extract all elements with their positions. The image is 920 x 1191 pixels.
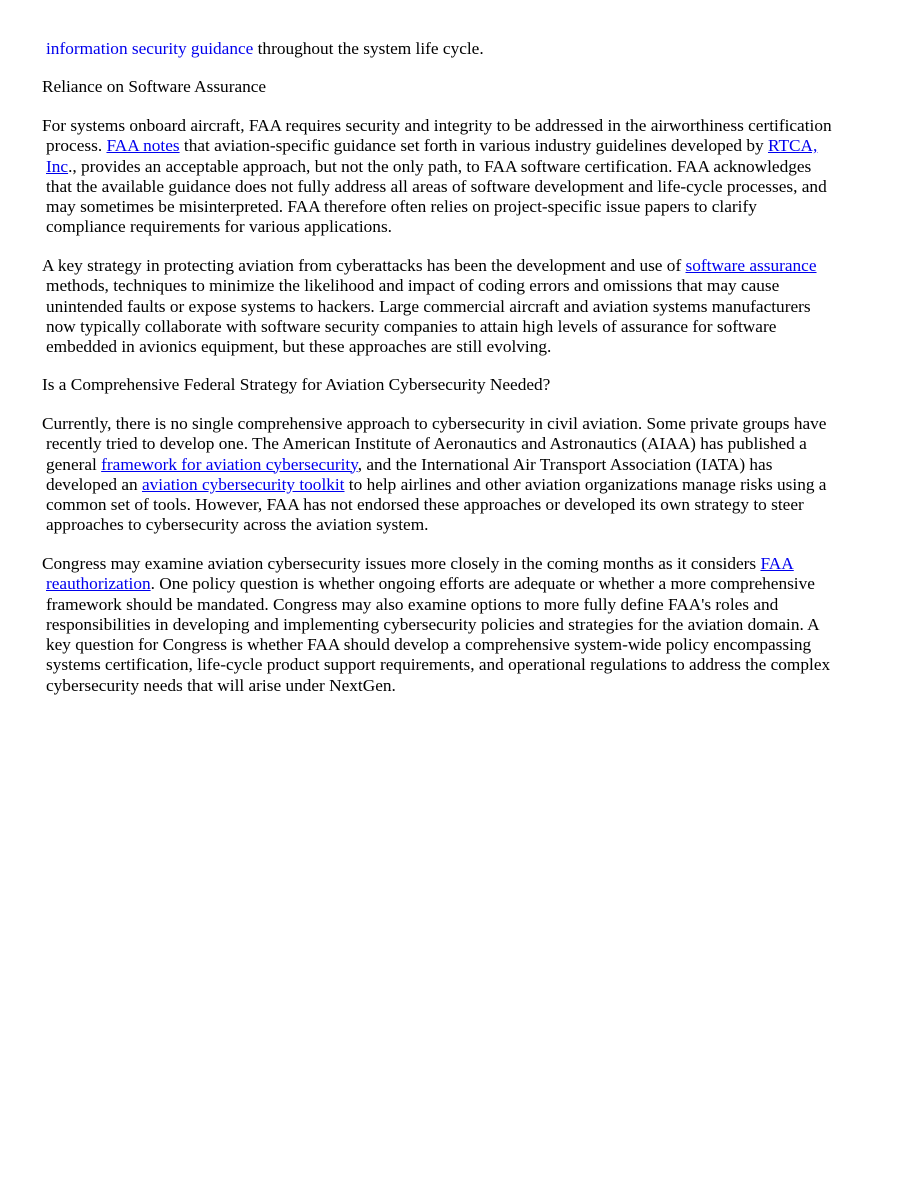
- text-line: approaches to cybersecurity across the aviation system.: [46, 515, 429, 535]
- paragraph-continuation: [38, 39, 878, 59]
- aviation-cybersecurity-toolkit-link[interactable]: aviation cybersecurity toolkit: [141, 474, 345, 494]
- text-line: embedded in avionics equipment, but these approaches are still evolving.: [46, 337, 552, 357]
- text-fragment: ., provides an acceptable approach, but not the only path, to FAA software certification. FAA acknowledges: [68, 156, 812, 176]
- text-line: Currently, there is no single comprehensive approach to cybersecurity in civil aviation. Some private groups have: [42, 414, 827, 433]
- faa-reauthorization-link-continued[interactable]: reauthorization: [46, 574, 151, 594]
- paragraph-software-assurance-strategy: [38, 256, 878, 357]
- framework-aviation-cybersecurity-link[interactable]: framework for aviation cybersecurity: [101, 454, 358, 474]
- rtca-inc-link-continued[interactable]: Inc: [46, 156, 69, 176]
- text-line: cybersecurity needs that will arise under NextGen.: [46, 675, 396, 695]
- text-line: may sometimes be misinterpreted. FAA therefore often relies on project-specific issue papers to clarify: [46, 197, 757, 217]
- information-security-guidance-link[interactable]: information security guidance: [46, 39, 254, 58]
- paragraph-text: throughout the system life cycle.: [253, 39, 484, 58]
- faa-notes-link[interactable]: FAA notes: [106, 136, 180, 156]
- text-fragment: general: [46, 454, 102, 474]
- rtca-inc-link[interactable]: RTCA,: [767, 136, 818, 156]
- text-fragment: Congress may examine aviation cybersecurity issues more closely in the coming months as it considers: [42, 554, 761, 573]
- paragraph-congress-reauthorization: [38, 554, 878, 696]
- text-line: framework should be mandated. Congress may also examine options to more fully define FAA's roles and: [46, 594, 779, 614]
- text-line: For systems onboard aircraft, FAA requires security and integrity to be addressed in the airworthiness certification: [42, 116, 832, 135]
- text-fragment: developed an: [46, 474, 142, 494]
- text-fragment: A key strategy in protecting aviation from cyberattacks has been the development and use of: [42, 256, 686, 275]
- software-assurance-link[interactable]: software assurance: [685, 256, 817, 275]
- text-line: unintended faults or expose systems to hackers. Large commercial aircraft and aviation systems manufacturers: [46, 296, 811, 316]
- section-heading-software-assurance: Reliance on Software Assurance: [42, 77, 267, 96]
- text-line: that the available guidance does not fully address all areas of software development and life-cycle processes, and: [46, 176, 827, 196]
- text-fragment: that aviation-specific guidance set forth in various industry guidelines developed by: [179, 136, 768, 156]
- text-fragment: , and the International Air Transport Association (IATA) has: [357, 454, 773, 474]
- text-line: systems certification, life-cycle product support requirements, and operational regulations to address the complex: [46, 655, 831, 675]
- faa-reauthorization-link[interactable]: FAA: [760, 554, 794, 573]
- text-line: now typically collaborate with software security companies to attain high levels of assurance for software: [46, 316, 777, 336]
- text-line: recently tried to develop one. The American Institute of Aeronautics and Astronautics (AIAA) has published a: [46, 434, 807, 454]
- section-heading-federal-strategy: Is a Comprehensive Federal Strategy for Aviation Cybersecurity Needed?: [42, 375, 551, 394]
- text-fragment: process.: [46, 136, 107, 156]
- text-line: responsibilities in developing and implementing cybersecurity policies and strategies for the aviation domain. A: [46, 614, 820, 634]
- paragraph-comprehensive-approach: [38, 414, 878, 536]
- text-line: compliance requirements for various applications.: [46, 217, 392, 237]
- paragraph-faa-certification: [38, 116, 878, 238]
- text-line: methods, techniques to minimize the likelihood and impact of coding errors and omissions that may cause: [46, 276, 780, 296]
- text-line: key question for Congress is whether FAA should develop a comprehensive system-wide policy encompassing: [46, 635, 812, 655]
- text-fragment: . One policy question is whether ongoing efforts are adequate or whether a more comprehensive: [150, 574, 815, 594]
- text-line: common set of tools. However, FAA has not endorsed these approaches or developed its own strategy to steer: [46, 495, 804, 515]
- text-fragment: to help airlines and other aviation organizations manage risks using a: [344, 474, 827, 494]
